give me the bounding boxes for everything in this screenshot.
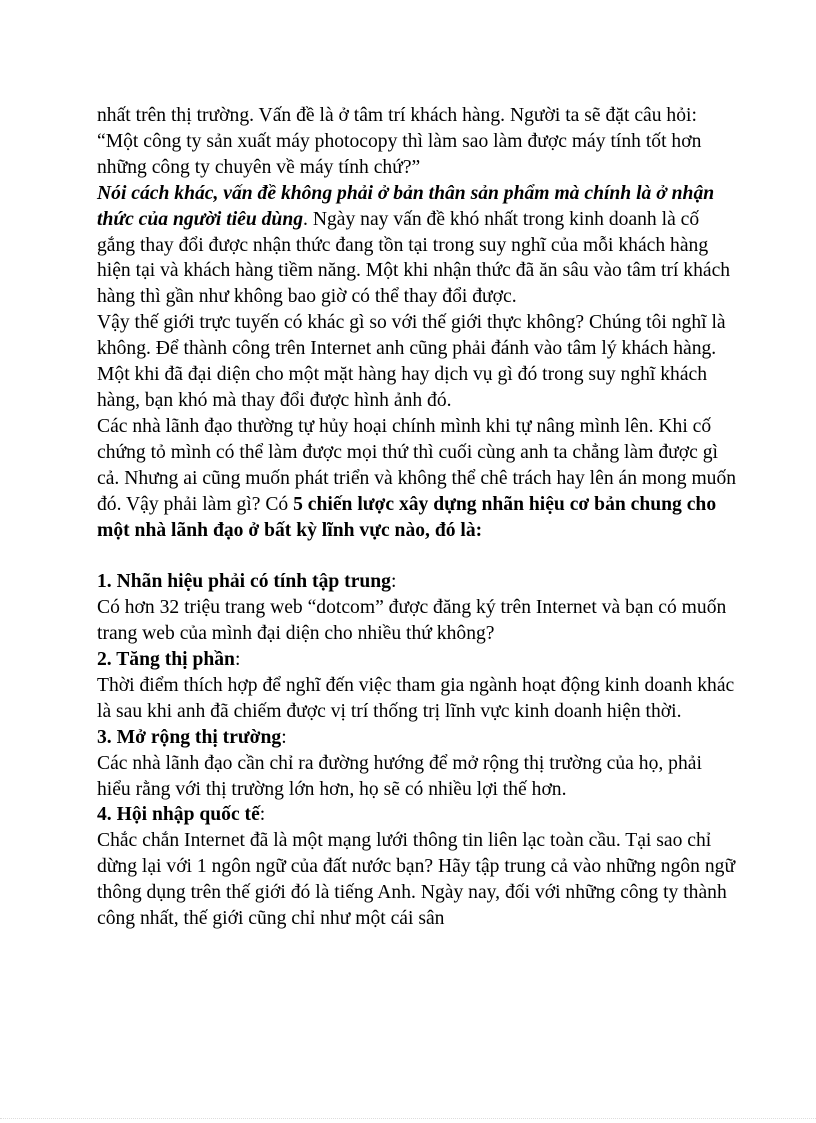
section-heading-4 [97,802,737,828]
section-colon: : [234,649,241,671]
emphasis-text: Nói cách khác, vấn đề không phải ở bản thân sản phẩm mà chính là ở nhận thức của người tiêu dùng [97,182,715,230]
strategies-intro: 5 chiến lược xây dựng nhãn hiệu cơ bản chung cho một nhà lãnh đạo ở bất kỳ lĩnh vực nào, đó là: [97,493,717,541]
section-colon: : [281,726,287,748]
section-body-1: Có hơn 32 triệu trang web “dotcom” được đăng ký trên Internet và bạn có muốn trang web của mình đại diện cho nhiều thứ không? [97,597,727,645]
section-heading-2 [97,647,737,673]
section-heading-3 [97,725,737,751]
paragraph-3: Vậy thế giới trực tuyến có khác gì so với thế giới thực không? Chúng tôi nghĩ là không. Để thành công trên Internet anh cũng phải đánh vào tâm lý khách hàng. Một khi đã đại diện cho một mặt hàng hay dịch vụ gì đó trong suy nghĩ khách hàng, bạn khó mà thay đổi được hình ảnh đó. [97,312,726,411]
section-colon: : [259,804,266,826]
section-title: 3. Mở rộng thị trường [97,726,282,748]
paragraph-4-text: Các nhà lãnh đạo thường tự hủy hoại chính mình khi tự nâng mình lên. Khi cố chứng tỏ mình có thể làm được mọi thứ thì cuối cùng anh ta chẳng làm được gì cả. Nhưng ai cũng muốn phát triển và không thể chê trách hay lên án mong muốn đó. Vậy phải làm gì? Có [97,415,737,515]
section-title: 2. Tăng thị phần [97,649,235,671]
section-body-3: Các nhà lãnh đạo cần chỉ ra đường hướng để mở rộng thị trường của họ, phải hiểu rằng với thị trường lớn hơn, họ sẽ có nhiều lợi thế hơn. [97,752,702,800]
document-body [97,103,737,932]
section-title: 1. Nhãn hiệu phải có tính tập trung [97,571,391,593]
section-body-4: Chắc chắn Internet đã là một mạng lưới thông tin liên lạc toàn cầu. Tại sao chỉ dừng lại với 1 ngôn ngữ của đất nước bạn? Hãy tập trung cả vào những ngôn ngữ thông dụng trên thế giới đó là tiếng Anh. Ngày nay, đối với những công ty thành công nhất, thế giới cũng chỉ như một cái sân [97,830,736,930]
section-title: 4. Hội nhập quốc tế [97,804,260,826]
page-bottom-divider [0,1118,816,1119]
blank-line [97,543,737,569]
section-body-2: Thời điểm thích hợp để nghĩ đến việc tham gia ngành hoạt động kinh doanh khác là sau khi anh đã chiếm được vị trí thống trị lĩnh vực kinh doanh hiện thời. [97,674,735,722]
paragraph-1: nhất trên thị trường. Vấn đề là ở tâm trí khách hàng. Người ta sẽ đặt câu hỏi: “Một công ty sản xuất máy photocopy thì làm sao làm được máy tính tốt hơn những công ty chuyên về máy tính chứ?” [97,105,702,178]
paragraph-2 [97,181,737,311]
section-colon: : [390,571,397,593]
paragraph-2-text: . Ngày nay vấn đề khó nhất trong kinh doanh là cố gắng thay đổi được nhận thức đang tồn tại trong suy nghĩ của mỗi khách hàng hiện tại và khách hàng tiềm năng. Một khi nhận thức đã ăn sâu vào tâm trí khách hàng thì gần như không bao giờ có thể thay đổi được. [97,208,731,308]
section-heading-1 [97,569,737,595]
paragraph-4 [97,414,737,544]
